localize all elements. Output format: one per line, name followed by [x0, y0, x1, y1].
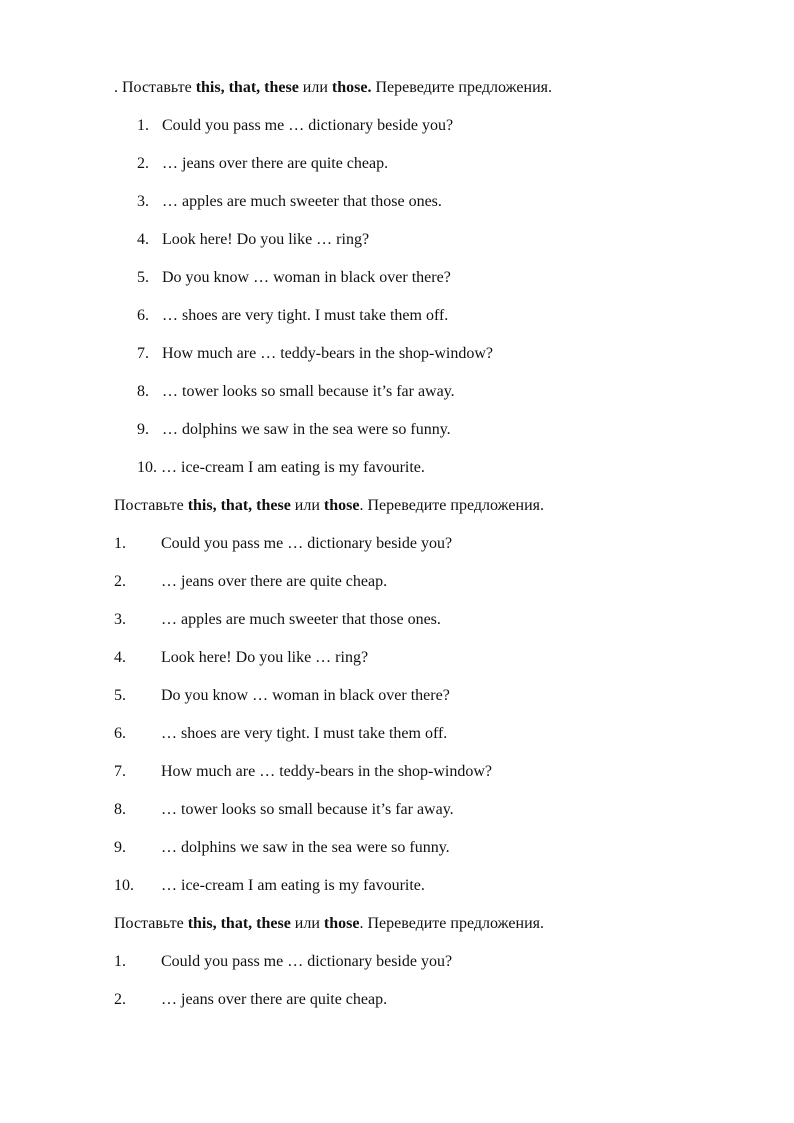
item-text: How much are … teddy-bears in the shop-window? [162, 345, 494, 362]
heading-tail: Переведите предложения. [371, 79, 552, 96]
item-number: 10. [114, 877, 134, 894]
item-text: … tower looks so small because it’s far away. [161, 801, 454, 818]
item-text: Could you pass me … dictionary beside you? [161, 535, 453, 552]
item-text: Do you know … woman in black over there? [161, 687, 450, 704]
section2-heading [114, 496, 544, 516]
item-number: 4. [114, 649, 126, 666]
item-text: … apples are much sweeter that those ones. [161, 611, 441, 628]
item-number: 3. [137, 193, 149, 210]
item-text: How much are … teddy-bears in the shop-window? [161, 763, 493, 780]
item-number: 6. [114, 725, 126, 742]
item-text: … dolphins we saw in the sea were so funny. [162, 421, 451, 438]
heading-connector: или [290, 915, 324, 932]
heading-bold-word: those [323, 915, 360, 932]
item-number: 5. [114, 687, 126, 704]
heading-connector: или [290, 497, 324, 514]
heading-bold-words: this, that, these [195, 79, 299, 96]
item-number: 7. [137, 345, 149, 362]
item-number: 2. [114, 991, 126, 1008]
heading-lead: Поставьте [114, 497, 188, 514]
item-text: … dolphins we saw in the sea were so funny. [161, 839, 450, 856]
item-number: 8. [114, 801, 126, 818]
item-text: … ice-cream I am eating is my favourite. [161, 877, 425, 894]
item-text: … jeans over there are quite cheap. [161, 573, 388, 590]
item-text: Do you know … woman in black over there? [162, 269, 451, 286]
item-text: … tower looks so small because it’s far away. [162, 383, 455, 400]
item-number: 10. [137, 459, 157, 476]
heading-tail: . Переведите предложения. [359, 497, 544, 514]
item-text: … shoes are very tight. I must take them off. [161, 725, 448, 742]
item-number: 9. [114, 839, 126, 856]
heading-bold-word: those [323, 497, 360, 514]
item-number: 6. [137, 307, 149, 324]
item-text: … jeans over there are quite cheap. [162, 155, 389, 172]
heading-bold-word: those. [331, 79, 372, 96]
item-number: 7. [114, 763, 126, 780]
item-number: 2. [137, 155, 149, 172]
item-text: Look here! Do you like … ring? [161, 649, 369, 666]
heading-tail: . Переведите предложения. [359, 915, 544, 932]
item-number: 1. [137, 117, 149, 134]
item-text: … ice-cream I am eating is my favourite. [161, 459, 425, 476]
item-text: Could you pass me … dictionary beside you? [161, 953, 453, 970]
item-number: 4. [137, 231, 149, 248]
heading-lead: . Поставьте [114, 79, 196, 96]
item-number: 1. [114, 953, 126, 970]
item-text: Look here! Do you like … ring? [162, 231, 370, 248]
item-number: 3. [114, 611, 126, 628]
item-text: Could you pass me … dictionary beside you? [162, 117, 454, 134]
item-number: 9. [137, 421, 149, 438]
item-text: … jeans over there are quite cheap. [161, 991, 388, 1008]
section3-heading [114, 914, 544, 934]
heading-bold-words: this, that, these [187, 915, 291, 932]
item-number: 5. [137, 269, 149, 286]
item-text: … shoes are very tight. I must take them off. [162, 307, 449, 324]
heading-lead: Поставьте [114, 915, 188, 932]
section1-heading [114, 78, 552, 98]
item-number: 1. [114, 535, 126, 552]
item-number: 2. [114, 573, 126, 590]
item-number: 8. [137, 383, 149, 400]
heading-bold-words: this, that, these [187, 497, 291, 514]
item-text: … apples are much sweeter that those ones. [162, 193, 442, 210]
heading-connector: или [298, 79, 332, 96]
